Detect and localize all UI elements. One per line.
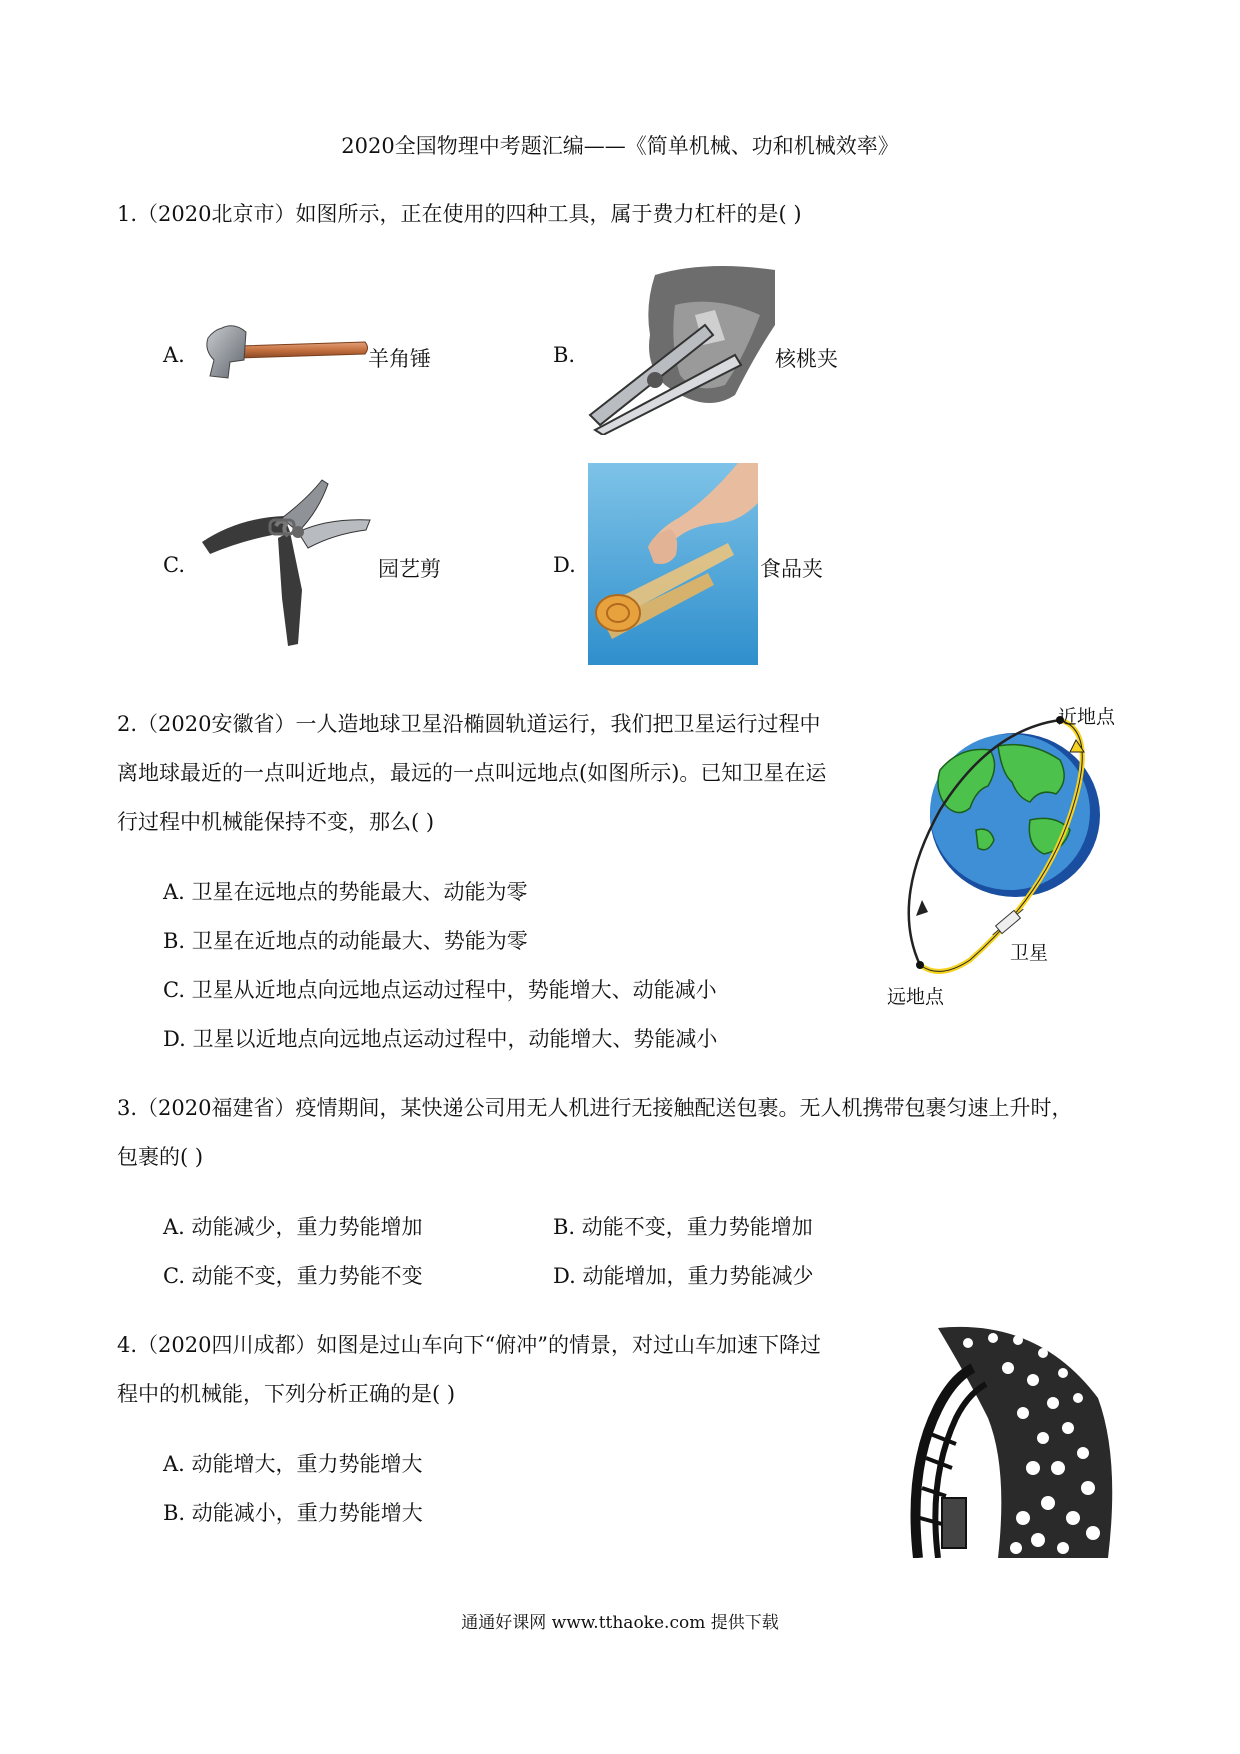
- q2-option-a: A. 卫星在远地点的势能最大、动能为零: [163, 880, 528, 904]
- q1-option-a-letter: A.: [163, 343, 185, 367]
- q4-option-b: B. 动能减小，重力势能增大: [163, 1501, 423, 1525]
- roller-coaster-photo: [898, 1318, 1120, 1558]
- apogee-label: 远地点: [887, 986, 945, 1008]
- question-2-stem-line-3: 行过程中机械能保持不变，那么( ): [117, 810, 435, 834]
- q3-option-b: B. 动能不变，重力势能增加: [553, 1215, 813, 1239]
- q1-option-b-letter: B.: [553, 343, 576, 367]
- q1-option-b-label: 核桃夹: [775, 347, 838, 371]
- q1-option-c-label: 园艺剪: [378, 557, 441, 581]
- pruning-shears-icon: [198, 478, 378, 648]
- perigee-label: 近地点: [1058, 706, 1116, 728]
- question-1-stem: 1.（2020北京市）如图所示，正在使用的四种工具，属于费力杠杆的是( ): [117, 202, 802, 226]
- satellite-label: 卫星: [1010, 942, 1049, 964]
- q2-option-c: C. 卫星从近地点向远地点运动过程中，势能增大、动能减小: [163, 978, 717, 1002]
- q3-option-c: C. 动能不变，重力势能不变: [163, 1264, 423, 1288]
- q2-option-d: D. 卫星以近地点向远地点运动过程中，动能增大、势能减小: [163, 1027, 718, 1051]
- q2-option-b: B. 卫星在近地点的动能最大、势能为零: [163, 929, 528, 953]
- food-tongs-icon: [588, 463, 758, 665]
- page-footer: 通通好课网 www.tthaoke.com 提供下载: [461, 1613, 779, 1633]
- q1-option-c-letter: C.: [163, 553, 185, 577]
- question-3-stem-line-1: 3.（2020福建省）疫情期间，某快递公司用无人机进行无接触配送包裹。无人机携带包裹匀速上升时，: [117, 1096, 1073, 1120]
- page-title: 2020全国物理中考题汇编——《简单机械、功和机械效率》: [341, 134, 899, 158]
- q1-option-d-letter: D.: [553, 553, 576, 577]
- q1-option-a-label: 羊角锤: [368, 347, 431, 371]
- nutcracker-icon: [585, 265, 775, 435]
- q3-option-a: A. 动能减少，重力势能增加: [163, 1215, 423, 1239]
- question-2-stem-line-1: 2.（2020安徽省）一人造地球卫星沿椭圆轨道运行，我们把卫星运行过程中: [117, 712, 821, 736]
- question-3-stem-line-2: 包裹的( ): [117, 1145, 204, 1169]
- q1-option-d-label: 食品夹: [760, 557, 823, 581]
- question-4-stem-line-2: 程中的机械能，下列分析正确的是( ): [117, 1382, 456, 1406]
- q3-option-d: D. 动能增加，重力势能减少: [553, 1264, 814, 1288]
- question-2-stem-line-2: 离地球最近的一点叫近地点，最远的一点叫远地点(如图所示)。已知卫星在运: [117, 761, 827, 785]
- hammer-icon: [200, 320, 370, 390]
- q4-option-a: A. 动能增大，重力势能增大: [163, 1452, 423, 1476]
- question-4-stem-line-1: 4.（2020四川成都）如图是过山车向下“俯冲”的情景，对过山车加速下降过: [117, 1333, 821, 1357]
